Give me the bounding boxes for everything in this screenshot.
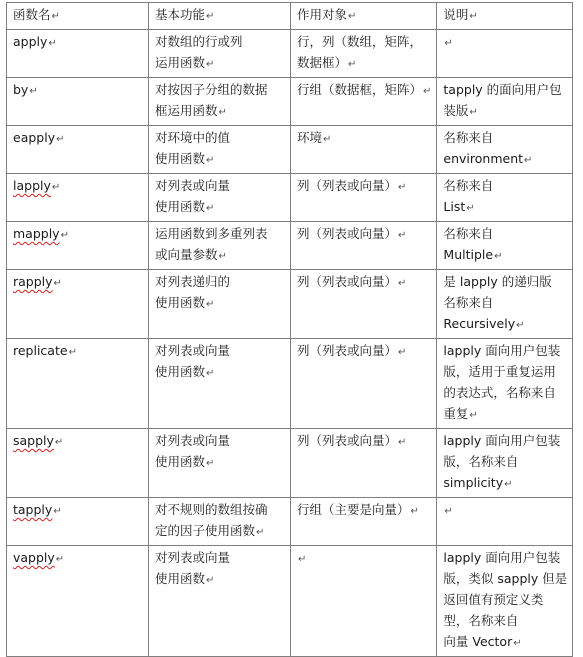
paragraph-mark-icon: ↵ bbox=[516, 320, 525, 331]
cell-text bbox=[297, 547, 431, 570]
cell-text: 使用函数↵ bbox=[155, 295, 215, 310]
cell-note bbox=[437, 174, 573, 222]
cell-text: 列（列表或向量）↵ bbox=[297, 433, 407, 448]
cell-text: 运用函数到多重列表 bbox=[155, 226, 268, 241]
cell-text: 版，名称来自 bbox=[443, 454, 519, 469]
cell-name bbox=[7, 270, 149, 339]
cell-note bbox=[437, 78, 573, 126]
cell-name bbox=[7, 498, 149, 546]
cell-text: 框运用函数↵ bbox=[155, 103, 227, 118]
cell-text: 对列表递归的 bbox=[155, 274, 231, 289]
cell-note bbox=[437, 429, 573, 498]
cell-note bbox=[437, 222, 573, 270]
paragraph-mark-icon: ↵ bbox=[54, 437, 64, 448]
cell-text: 的表达式，名称来自 bbox=[443, 385, 556, 400]
cell-name bbox=[7, 546, 149, 657]
cell-text: 对不规则的数组按确 bbox=[155, 502, 268, 517]
cell-name bbox=[7, 429, 149, 498]
cell-function bbox=[149, 498, 291, 546]
cell-text: lapply 面向用户包装 bbox=[443, 343, 561, 358]
paragraph-mark-icon: ↵ bbox=[53, 506, 62, 517]
cell-object bbox=[291, 30, 437, 78]
cell-function bbox=[149, 222, 291, 270]
cell-text: eapply↵ bbox=[13, 130, 65, 145]
cell-text: 行组（主要是向量）↵ bbox=[297, 502, 419, 517]
cell-function bbox=[149, 429, 291, 498]
cell-object bbox=[291, 222, 437, 270]
table-row bbox=[7, 174, 573, 222]
cell-object bbox=[291, 546, 437, 657]
cell-text: 名称来自 bbox=[443, 130, 494, 145]
cell-text bbox=[443, 499, 567, 522]
cell-note bbox=[437, 339, 573, 429]
paragraph-mark-icon: ↵ bbox=[398, 437, 407, 448]
table-row bbox=[7, 339, 573, 429]
cell-text: sapply↵ bbox=[13, 433, 64, 448]
cell-text: 使用函数↵ bbox=[155, 364, 215, 379]
cell-text: 数据框）↵ bbox=[297, 55, 357, 70]
paragraph-mark-icon: ↵ bbox=[513, 638, 522, 649]
paragraph-mark-icon: ↵ bbox=[524, 155, 533, 166]
paragraph-mark-icon: ↵ bbox=[323, 134, 332, 145]
cell-text: Recursively↵ bbox=[443, 316, 525, 331]
cell-function bbox=[149, 78, 291, 126]
cell-name bbox=[7, 174, 149, 222]
cell-note bbox=[437, 270, 573, 339]
cell-object bbox=[291, 339, 437, 429]
table-row bbox=[7, 126, 573, 174]
cell-text: 装版↵ bbox=[443, 103, 478, 118]
cell-text: lapply↵ bbox=[13, 178, 61, 193]
cell-text: 版，适用于重复运用 bbox=[443, 364, 556, 379]
paragraph-mark-icon: ↵ bbox=[206, 575, 215, 586]
table-row bbox=[7, 78, 573, 126]
cell-text: 使用函数↵ bbox=[155, 151, 215, 166]
cell-object bbox=[291, 498, 437, 546]
table-row bbox=[7, 546, 573, 657]
cell-text: 返回值有预定义类 bbox=[443, 592, 544, 607]
cell-text: 是 lapply 的递归版 bbox=[443, 274, 552, 289]
cell-text: 列（列表或向量）↵ bbox=[297, 343, 407, 358]
cell-text: lapply 面向用户包装 bbox=[443, 433, 561, 448]
cell-text: 型，名称来自 bbox=[443, 613, 519, 628]
cell-name bbox=[7, 30, 149, 78]
cell-text: 向量 Vector↵ bbox=[443, 634, 522, 649]
cell-text bbox=[443, 31, 567, 54]
cell-text: 行，列（数组，矩阵， bbox=[297, 34, 423, 49]
cell-text: 列（列表或向量）↵ bbox=[297, 226, 407, 241]
header-name: 函数名↵ bbox=[7, 3, 149, 30]
paragraph-mark-icon: ↵ bbox=[29, 86, 38, 97]
paragraph-mark-icon: ↵ bbox=[48, 38, 57, 49]
paragraph-mark-icon: ↵ bbox=[206, 203, 215, 214]
cell-text: replicate↵ bbox=[13, 343, 77, 358]
paragraph-mark-icon: ↵ bbox=[398, 278, 407, 289]
cell-note bbox=[437, 126, 573, 174]
table-row bbox=[7, 498, 573, 546]
cell-function bbox=[149, 339, 291, 429]
cell-text: 使用函数↵ bbox=[155, 571, 215, 586]
cell-text: 行组（数据框，矩阵）↵ bbox=[297, 82, 432, 97]
cell-text: apply↵ bbox=[13, 34, 57, 49]
cell-object bbox=[291, 270, 437, 339]
cell-text: tapply 的面向用户包 bbox=[443, 82, 562, 97]
cell-text: 名称来自 bbox=[443, 178, 494, 193]
table-row bbox=[7, 222, 573, 270]
paragraph-mark-icon: ↵ bbox=[469, 410, 478, 421]
paragraph-mark-icon: ↵ bbox=[444, 38, 453, 49]
cell-object bbox=[291, 126, 437, 174]
paragraph-mark-icon: ↵ bbox=[444, 506, 453, 517]
paragraph-mark-icon: ↵ bbox=[206, 59, 215, 70]
paragraph-mark-icon: ↵ bbox=[53, 278, 62, 289]
paragraph-mark-icon: ↵ bbox=[206, 299, 215, 310]
cell-text: 对按因子分组的数据 bbox=[155, 82, 268, 97]
cell-object bbox=[291, 174, 437, 222]
paragraph-mark-icon: ↵ bbox=[348, 59, 357, 70]
paragraph-mark-icon: ↵ bbox=[410, 506, 419, 517]
cell-text: 名称来自 bbox=[443, 226, 494, 241]
paragraph-mark-icon: ↵ bbox=[51, 182, 61, 193]
cell-text: 环境↵ bbox=[297, 130, 332, 145]
paragraph-mark-icon: ↵ bbox=[423, 86, 432, 97]
cell-text: rapply↵ bbox=[13, 274, 62, 289]
cell-text: 对列表或向量 bbox=[155, 343, 231, 358]
cell-text: environment↵ bbox=[443, 151, 533, 166]
cell-name bbox=[7, 222, 149, 270]
table-header-row bbox=[7, 3, 573, 30]
cell-object bbox=[291, 429, 437, 498]
cell-function bbox=[149, 546, 291, 657]
cell-object bbox=[291, 78, 437, 126]
cell-text: 运用函数↵ bbox=[155, 55, 215, 70]
cell-text: 使用函数↵ bbox=[155, 199, 215, 214]
header-function: 基本功能↵ bbox=[149, 3, 291, 30]
cell-text: 定的因子使用函数↵ bbox=[155, 523, 265, 538]
cell-function bbox=[149, 174, 291, 222]
cell-text: 对数组的行或列 bbox=[155, 34, 243, 49]
cell-name bbox=[7, 339, 149, 429]
paragraph-mark-icon: ↵ bbox=[469, 107, 478, 118]
paragraph-mark-icon: ↵ bbox=[398, 230, 407, 241]
cell-text: simplicity↵ bbox=[443, 475, 513, 490]
cell-text: by↵ bbox=[13, 82, 38, 97]
paragraph-mark-icon: ↵ bbox=[504, 479, 513, 490]
cell-text: 名称来自 bbox=[443, 295, 494, 310]
paragraph-mark-icon: ↵ bbox=[218, 107, 227, 118]
cell-text: 对环境中的值 bbox=[155, 130, 231, 145]
cell-text: 列（列表或向量）↵ bbox=[297, 274, 407, 289]
cell-function bbox=[149, 126, 291, 174]
paragraph-mark-icon: ↵ bbox=[398, 182, 407, 193]
cell-text: List↵ bbox=[443, 199, 475, 214]
paragraph-mark-icon: ↵ bbox=[398, 347, 407, 358]
paragraph-mark-icon: ↵ bbox=[68, 347, 77, 358]
cell-name bbox=[7, 126, 149, 174]
paragraph-mark-icon: ↵ bbox=[218, 251, 227, 262]
cell-note bbox=[437, 546, 573, 657]
paragraph-mark-icon: ↵ bbox=[55, 554, 65, 565]
paragraph-mark-icon: ↵ bbox=[56, 134, 65, 145]
paragraph-mark-icon: ↵ bbox=[206, 155, 215, 166]
cell-text: 或向量参数↵ bbox=[155, 247, 227, 262]
cell-text: 对列表或向量 bbox=[155, 550, 231, 565]
apply-family-table bbox=[6, 2, 573, 657]
table-row bbox=[7, 270, 573, 339]
cell-function bbox=[149, 30, 291, 78]
paragraph-mark-icon: ↵ bbox=[206, 368, 215, 379]
paragraph-mark-icon: ↵ bbox=[298, 554, 307, 565]
cell-text: 对列表或向量 bbox=[155, 178, 231, 193]
header-note: 说明↵ bbox=[437, 3, 573, 30]
cell-text: mapply↵ bbox=[13, 226, 69, 241]
paragraph-mark-icon: ↵ bbox=[256, 527, 265, 538]
table-row bbox=[7, 429, 573, 498]
cell-text: 对列表或向量 bbox=[155, 433, 231, 448]
cell-text: Multiple↵ bbox=[443, 247, 503, 262]
cell-text: 重复↵ bbox=[443, 406, 478, 421]
cell-function bbox=[149, 270, 291, 339]
cell-text: tapply↵ bbox=[13, 502, 62, 517]
paragraph-mark-icon: ↵ bbox=[494, 251, 503, 262]
paragraph-mark-icon: ↵ bbox=[206, 458, 215, 469]
paragraph-mark-icon: ↵ bbox=[466, 203, 475, 214]
cell-text: 使用函数↵ bbox=[155, 454, 215, 469]
cell-note bbox=[437, 30, 573, 78]
cell-text: vapply↵ bbox=[13, 550, 65, 565]
cell-name bbox=[7, 78, 149, 126]
cell-text: 列（列表或向量）↵ bbox=[297, 178, 407, 193]
paragraph-mark-icon: ↵ bbox=[60, 230, 69, 241]
header-object: 作用对象↵ bbox=[291, 3, 437, 30]
cell-text: lapply 面向用户包装 bbox=[443, 550, 561, 565]
table-row bbox=[7, 30, 573, 78]
cell-text: 版，类似 sapply 但是 bbox=[443, 571, 568, 586]
cell-note bbox=[437, 498, 573, 546]
